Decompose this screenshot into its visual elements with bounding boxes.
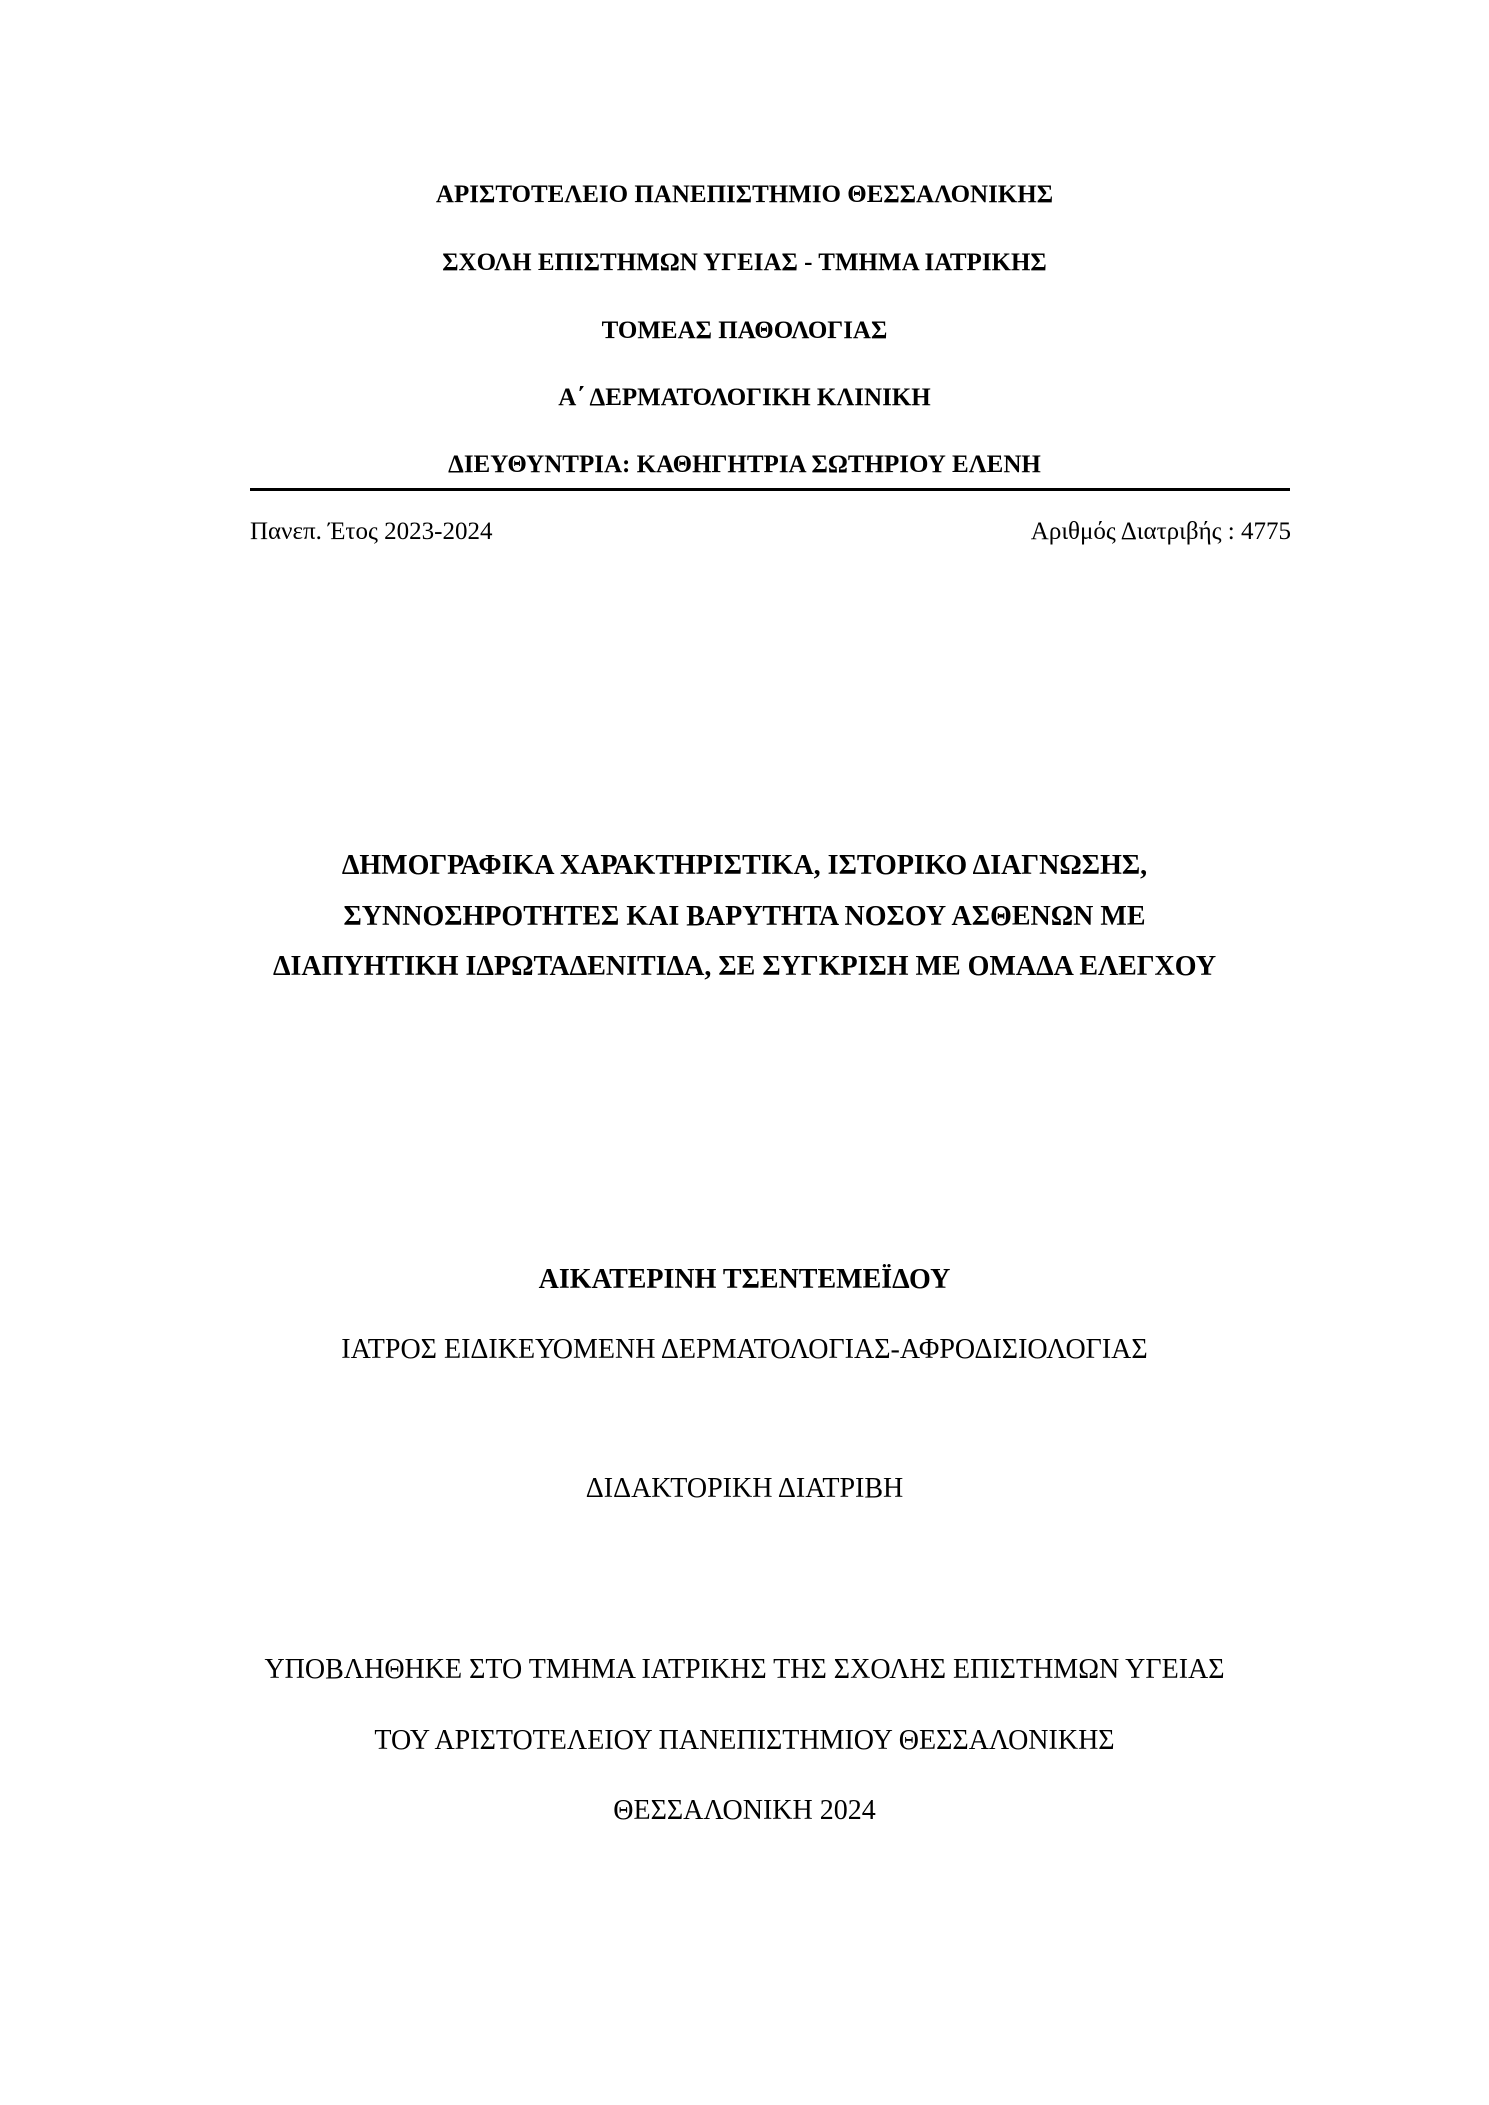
header-divider (250, 488, 1290, 491)
author-position: ΙΑΤΡΟΣ ΕΙΔΙΚΕΥΟΜΕΝΗ ΔΕΡΜΑΤΟΛΟΓΙΑΣ-ΑΦΡΟΔΙΣΙΟΛΟΓΙΑΣ (341, 1334, 1148, 1365)
submission-line-2: ΤΟΥ ΑΡΙΣΤΟΤΕΛΕΙΟΥ ΠΑΝΕΠΙΣΤΗΜΙΟΥ ΘΕΣΣΑΛΟΝΙΚΗΣ (374, 1725, 1115, 1756)
university-name: ΑΡΙΣΤΟΤΕΛΕΙΟ ΠΑΝΕΠΙΣΤΗΜΙΟ ΘΕΣΣΑΛΟΝΙΚΗΣ (435, 181, 1054, 208)
thesis-number: Αριθμός Διατριβής : 4775 (1030, 518, 1291, 545)
document-type: ΔΙΔΑΚΤΟΡΙΚΗ ΔΙΑΤΡΙΒΗ (585, 1473, 904, 1504)
thesis-title-line-3: ΔΙΑΠΥΗΤΙΚΗ ΙΔΡΩΤΑΔΕΝΙΤΙΔΑ, ΣΕ ΣΥΓΚΡΙΣΗ ΜΕ ΟΜΑΔΑ ΕΛΕΓΧΟΥ (272, 951, 1217, 982)
school-name: ΣΧΟΛΗ ΕΠΙΣΤΗΜΩΝ ΥΓΕΙΑΣ - ΤΜΗΜΑ ΙΑΤΡΙΚΗΣ (442, 249, 1047, 276)
sector-name: ΤΟΜΕΑΣ ΠΑΘΟΛΟΓΙΑΣ (601, 317, 888, 344)
thesis-title-line-1: ΔΗΜΟΓΡΑΦΙΚΑ ΧΑΡΑΚΤΗΡΙΣΤΙΚΑ, ΙΣΤΟΡΙΚΟ ΔΙΑΓΝΩΣΗΣ, (341, 850, 1148, 881)
submission-line-1: ΥΠΟΒΛΗΘΗΚΕ ΣΤΟ ΤΜΗΜΑ ΙΑΤΡΙΚΗΣ ΤΗΣ ΣΧΟΛΗΣ ΕΠΙΣΤΗΜΩΝ ΥΓΕΙΑΣ (264, 1654, 1225, 1685)
thesis-title-line-2: ΣΥΝΝΟΣΗΡΟΤΗΤΕΣ ΚΑΙ ΒΑΡΥΤΗΤΑ ΝΟΣΟΥ ΑΣΘΕΝΩΝ ΜΕ (343, 901, 1146, 932)
academic-year: Πανεπ. Έτος 2023-2024 (250, 518, 493, 545)
author-name: ΑΙΚΑΤΕΡΙΝΗ ΤΣΕΝΤΕΜΕΪΔΟΥ (538, 1264, 951, 1295)
clinic-name: Α΄ ΔΕΡΜΑΤΟΛΟΓΙΚΗ ΚΛΙΝΙΚΗ (558, 384, 931, 411)
director-line: ΔΙΕΥΘΥΝΤΡΙΑ: ΚΑΘΗΓΗΤΡΙΑ ΣΩΤΗΡΙΟΥ ΕΛΕΝΗ (448, 451, 1041, 478)
place-and-year: ΘΕΣΣΑΛΟΝΙΚΗ 2024 (613, 1795, 876, 1826)
